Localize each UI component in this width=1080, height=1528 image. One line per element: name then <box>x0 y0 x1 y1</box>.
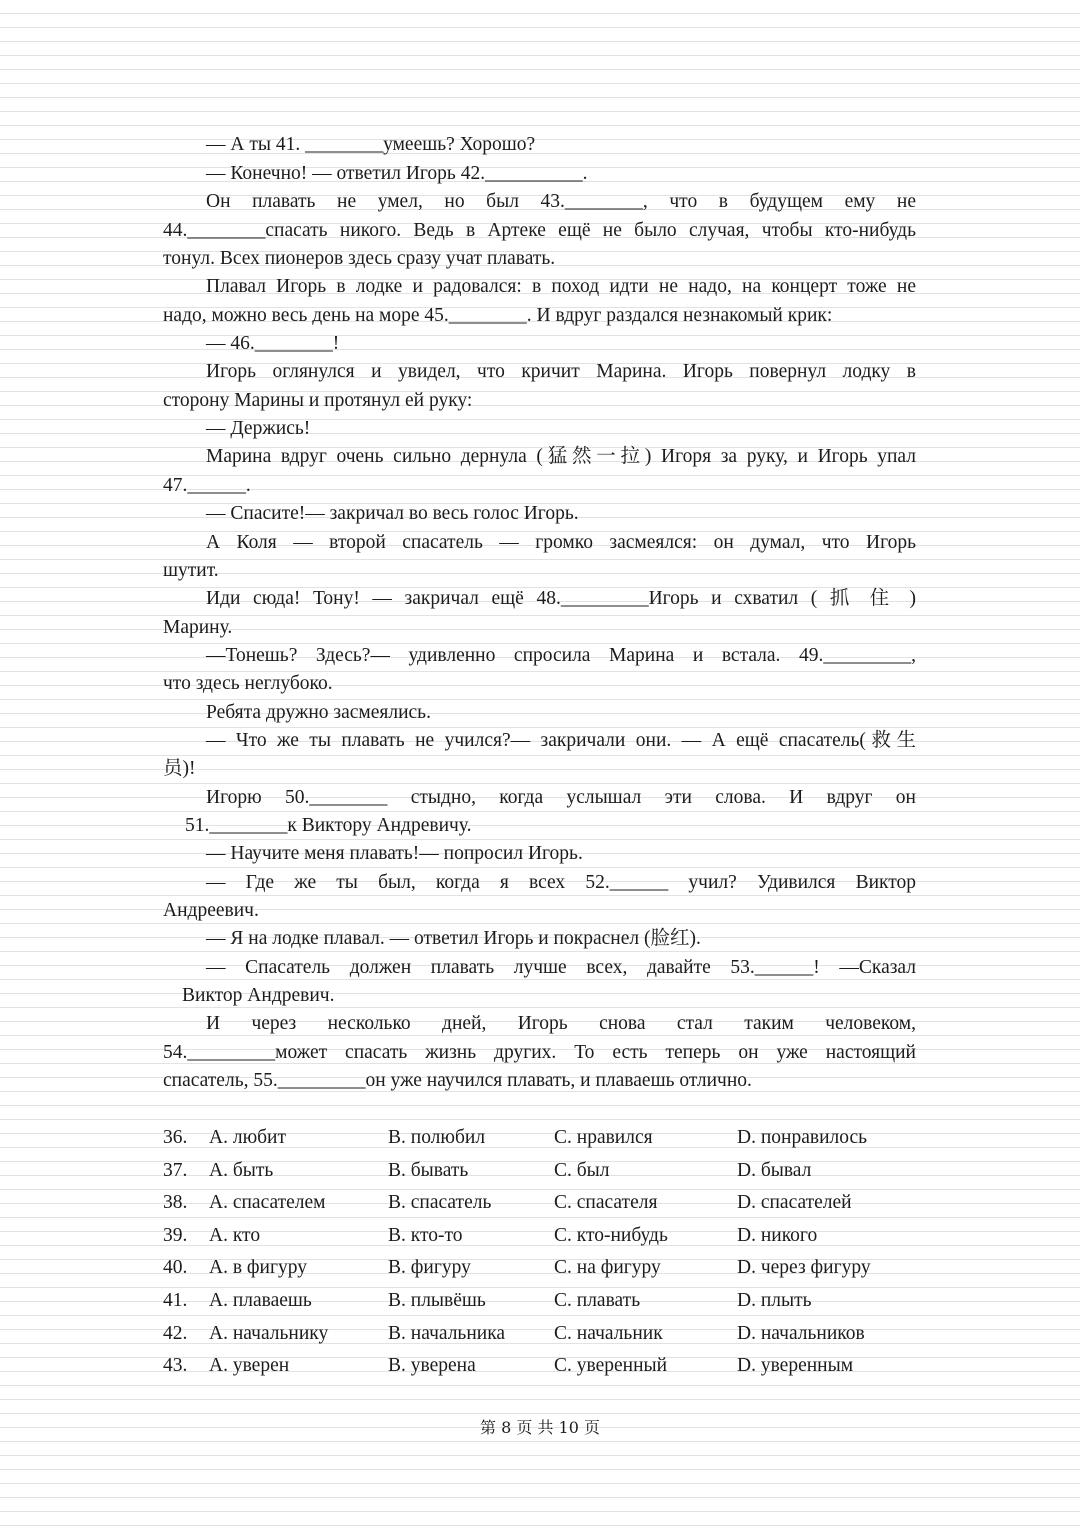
question-number: 39. <box>163 1224 188 1246</box>
option-row <box>163 1352 923 1385</box>
option-a: A. спасателем <box>209 1192 326 1214</box>
passage-line: —Тонешь? Здесь?— удивленно спросила Марина и встала. 49._________, <box>206 645 916 666</box>
answer-options <box>163 1124 923 1385</box>
option-a: A. в фигуру <box>209 1257 307 1279</box>
option-c: C. плавать <box>554 1289 641 1311</box>
option-d: D. плыть <box>737 1289 812 1311</box>
option-b: B. фигуру <box>388 1257 471 1279</box>
question-number: 42. <box>163 1322 188 1344</box>
option-c: C. спасателя <box>554 1192 658 1214</box>
passage-line: Игорю 50.________ стыдно, когда услышал эти слова. И вдруг он <box>206 787 916 808</box>
option-d: D. через фигуру <box>737 1257 871 1279</box>
passage-line: сторону Марины и протянул ей руку: <box>163 390 473 411</box>
passage-line: Плавал Игорь в лодке и радовался: в поход идти не надо, на концерт тоже не <box>206 276 916 297</box>
option-row <box>163 1157 923 1190</box>
option-row <box>163 1287 923 1320</box>
page-footer: 第 8 页 共 10 页 <box>480 1418 600 1437</box>
option-a: A. уверен <box>209 1355 290 1377</box>
passage-line: надо, можно весь день на море 45.________. И вдруг раздался незнакомый крик: <box>163 305 833 326</box>
passage-line: Игорь оглянулся и увидел, что кричит Марина. Игорь повернул лодку в <box>206 361 916 382</box>
passage-line: 51.________к Виктору Андревичу. <box>185 815 472 836</box>
option-d: D. никого <box>737 1224 818 1246</box>
question-number: 40. <box>163 1257 188 1279</box>
option-c: C. кто-нибудь <box>554 1224 668 1246</box>
option-a: A. плаваешь <box>209 1289 312 1311</box>
option-d: D. начальников <box>737 1322 865 1344</box>
option-b: B. полюбил <box>388 1127 486 1148</box>
question-number: 37. <box>163 1159 188 1181</box>
passage-line: Иди сюда! Тону! — закричал ещё 48._________Игорь и схватил ( 抓 住 ) <box>206 588 916 609</box>
option-row <box>163 1254 923 1287</box>
passage-line: Он плавать не умел, но был 43.________, что в будущем ему не <box>206 191 916 212</box>
passage-line: 47.______. <box>163 475 251 496</box>
option-a: A. любит <box>209 1127 287 1148</box>
passage-line: — Я на лодке плавал. — ответил Игорь и покраснел (脸红). <box>206 928 701 949</box>
question-number: 41. <box>163 1289 188 1311</box>
option-a: A. быть <box>209 1159 274 1181</box>
passage-line: — Где же ты был, когда я всех 52.______ учил? Удивился Виктор <box>206 872 916 893</box>
passage-line: — Держись! <box>206 418 311 439</box>
question-number: 38. <box>163 1192 188 1214</box>
passage-line: 员)! <box>163 758 196 779</box>
passage-line: — Спасатель должен плавать лучше всех, давайте 53.______! —Сказал <box>206 957 916 978</box>
option-c: C. уверенный <box>554 1355 668 1377</box>
option-c: C. на фигуру <box>554 1257 661 1279</box>
option-c: C. начальник <box>554 1322 663 1344</box>
passage-line: Марина вдруг очень сильно дернула (猛然一拉) Игоря за руку, и Игорь упал <box>206 446 916 467</box>
option-d: D. уверенным <box>737 1355 854 1377</box>
option-row <box>163 1222 923 1255</box>
passage-line: А Коля — второй спасатель — громко засмеялся: он думал, что Игорь <box>206 532 916 553</box>
option-row <box>163 1124 923 1157</box>
option-b: B. плывёшь <box>388 1289 486 1311</box>
option-b: B. спасатель <box>388 1192 492 1214</box>
passage-line: Ребята дружно засмеялись. <box>206 702 431 723</box>
passage-line: Андреевич. <box>163 900 259 921</box>
passage-line: что здесь неглубоко. <box>163 673 333 694</box>
option-b: B. кто-то <box>388 1224 463 1246</box>
passage-line: — 46.________! <box>206 333 340 354</box>
passage-line: Марину. <box>163 617 233 638</box>
option-b: B. бывать <box>388 1159 469 1181</box>
passage-line: 54._________может спасать жизнь других. То есть теперь он уже настоящий <box>163 1042 916 1063</box>
option-d: D. бывал <box>737 1159 812 1181</box>
option-d: D. понравилось <box>737 1127 868 1148</box>
passage-line: — Конечно! — ответил Игорь 42.__________. <box>206 163 588 184</box>
option-row <box>163 1320 923 1353</box>
option-a: A. начальнику <box>209 1322 329 1344</box>
question-number: 36. <box>163 1127 188 1148</box>
option-b: B. уверена <box>388 1355 476 1377</box>
option-row <box>163 1189 923 1222</box>
question-number: 43. <box>163 1355 188 1377</box>
passage-line: — Спасите!— закричал во весь голос Игорь. <box>206 503 579 524</box>
option-c: C. нравился <box>554 1127 653 1148</box>
passage-line: — Научите меня плавать!— попросил Игорь. <box>206 843 583 864</box>
option-c: C. был <box>554 1159 610 1181</box>
option-a: A. кто <box>209 1224 261 1246</box>
option-b: B. начальника <box>388 1322 506 1344</box>
passage-line: — А ты 41. ________умеешь? Хорошо? <box>206 134 536 155</box>
passage-line: И через несколько дней, Игорь снова стал таким человеком, <box>206 1013 916 1034</box>
passage-line: Виктор Андревич. <box>182 985 335 1006</box>
passage-line: — Что же ты плавать не учился?— закричали они. — А ещё спасатель(救生 <box>206 730 916 751</box>
passage-line: тонул. Всех пионеров здесь сразу учат плавать. <box>163 248 556 269</box>
passage-line: 44.________спасать никого. Ведь в Артеке ещё не было случая, чтобы кто-нибудь <box>163 220 916 241</box>
passage-line: спасатель, 55._________он уже научился плавать, и плаваешь отлично. <box>163 1070 752 1091</box>
passage-line: шутит. <box>163 560 219 581</box>
option-d: D. спасателей <box>737 1192 852 1214</box>
